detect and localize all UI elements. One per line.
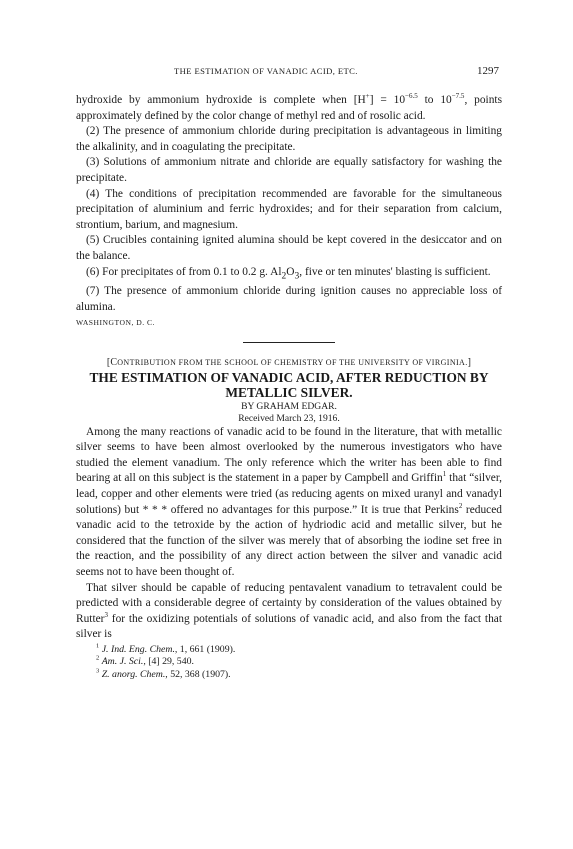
prev-conclusion-paragraph-1: hydroxide by ammonium hydroxide is complete when $[H^+] = 10^{-6.5}$ to $10^{-7.5}$, points approximately defined by the color change of methyl red and of rosolic acid. bbox=[76, 92, 502, 122]
article-paragraph-2: That silver should be capable of reducing pentavalent vanadium to tetravalent could be predicted with a considerable degree of certainty by consideration of the values obtained by Rutter$^3$ for the oxidizing potentials of solutions of vanadic acid, and also from the fact that silver is bbox=[76, 581, 502, 641]
prev-conclusion-3: (3) Solutions of ammonium nitrate and chloride are equally satisfactory for washing the precipitate. bbox=[76, 156, 502, 184]
contribution-line: [CONTRIBUTION FROM THE SCHOOL OF CHEMISTRY OF THE UNIVERSITY OF VIRGINIA.] bbox=[106, 356, 472, 368]
received-date: Received March 23, 1916. bbox=[238, 412, 340, 424]
prev-conclusion-2: (2) The presence of ammonium chloride during precipitation is advantageous in limiting the alkalinity, and in coagulating the precipitate. bbox=[76, 125, 502, 153]
footnote: $^3$ Z. anorg. Chem., 52, 368 (1907). bbox=[96, 667, 231, 680]
running-header bbox=[76, 66, 499, 80]
footnote-ref-3[interactable]: 3 bbox=[104, 610, 108, 619]
prev-conclusion-6: (6) For precipitates of from 0.1 to 0.2 g. $Al_2O_3$, five or ten minutes' blasting is sufficient. bbox=[86, 265, 491, 281]
prev-conclusion-4: (4) The conditions of precipitation recommended are favorable for the simultaneous precipitation of aluminium and ferric hydroxides; and for their separation from calcium, strontium, barium, and magnesium. bbox=[76, 187, 502, 231]
running-title: THE ESTIMATION OF VANADIC ACID, ETC. bbox=[174, 66, 358, 76]
page-body bbox=[76, 93, 502, 681]
location-line: WASHINGTON, D. C. bbox=[76, 317, 156, 327]
footnote: $^1$ J. Ind. Eng. Chem., 1, 661 (1909). bbox=[96, 642, 236, 655]
article-title: THE ESTIMATION OF VANADIC ACID, AFTER REDUCTION BY METALLIC SILVER. bbox=[89, 369, 489, 401]
section-divider bbox=[243, 342, 335, 343]
prev-conclusion-7: (7) The presence of ammonium chloride during ignition causes no appreciable loss of alumina. bbox=[76, 285, 502, 313]
prev-conclusion-5: (5) Crucibles containing ignited alumina should be kept covered in the desiccator and on the balance. bbox=[76, 234, 502, 262]
footnote: $^2$ Am. J. Sci., [4] 29, 540. bbox=[96, 655, 194, 668]
footnote-ref-1[interactable]: 1 bbox=[442, 470, 447, 479]
article-byline: BY GRAHAM EDGAR. bbox=[241, 400, 337, 412]
footnotes bbox=[76, 644, 502, 681]
footnote-ref-2[interactable]: 2 bbox=[458, 501, 463, 510]
article-paragraph-1: Among the many reactions of vanadic acid to be found in the literature, that with metallic silver seems to have been almost overlooked by the numerous investigators who have studied the element vanadium. The only reference which the writer has been able to find bearing at all on this subject is the statement in a paper by Campbell and Griffin$^1$ that “silver, lead, copper and other elements were tried (as reducing agents on mixed uranyl and vanadyl solutions) but * * * offered no advantages for this purpose.” It is true that Perkins$^2$ reduced vanadic acid to the tetroxide by the action of hydriodic acid and metallic silver, but he considered that the function of the silver was merely that of absorbing the iodine set free in the reaction, and the possibility of any direct action between the silver and vanadic acid seems not to have been thought of. bbox=[76, 425, 503, 578]
page-number: 1297 bbox=[477, 65, 499, 77]
